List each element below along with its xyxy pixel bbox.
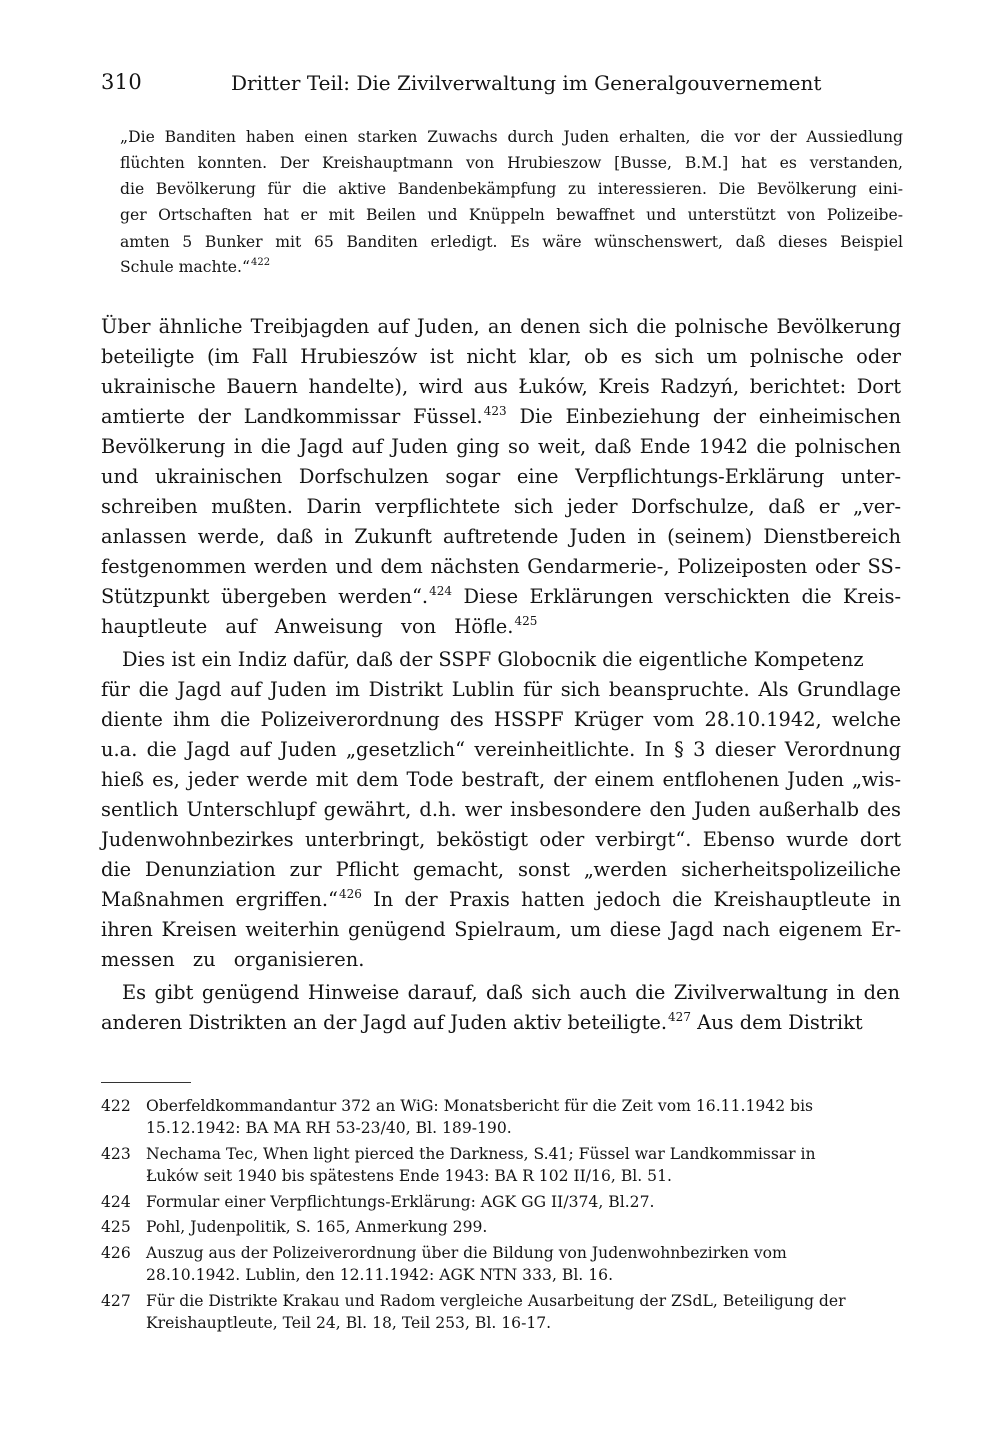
footnote-text: Kreishauptleute, Teil 24, Bl. 18, Teil 253, Bl. 16-17. [146, 1314, 552, 1332]
paragraph-line: Dies ist ein Indiz dafür, daß der SSPF Globocnik die eigentliche Kompetenz [122, 648, 864, 671]
paragraph-line: für die Jagd auf Juden im Distrikt Lublin für sich beanspruchte. Als Grundlage [101, 678, 901, 701]
paragraph-line: ukrainische Bauern handelte), wird aus Łuków, Kreis Radzyń, berichtet: Dort [101, 375, 901, 398]
footnote-text: Auszug aus der Polizeiverordnung über die Bildung von Judenwohnbezirken vom [146, 1244, 787, 1262]
footnote-number: 426 [101, 1244, 131, 1262]
paragraph-line: anderen Distrikten an der Jagd auf Juden aktiv beteiligte.$^{427}$ Aus dem Distrikt [101, 1010, 863, 1034]
paragraph-line: Maßnahmen ergriffen.“$^{426}$ In der Praxis hatten jedoch die Kreishauptleute in [101, 887, 901, 911]
quote-line: die Bevölkerung für die aktive Bandenbekämpfung zu interessieren. Die Bevölkerung eini- [120, 180, 903, 198]
paragraph-line: ihren Kreisen weiterhin genügend Spielraum, um diese Jagd nach eigenem Er- [101, 918, 901, 941]
footnote-text: Für die Distrikte Krakau und Radom vergleiche Ausarbeitung der ZSdL, Beteiligung der [146, 1292, 846, 1310]
footnote-number: 425 [101, 1218, 131, 1236]
paragraph-line: hauptleute auf Anweisung von Höfle.$^{425}$ [101, 614, 538, 638]
footnote-text: 15.12.1942: BA MA RH 53-23/40, Bl. 189-190. [146, 1119, 512, 1137]
footnote-separator [101, 1082, 191, 1083]
footnote-number: 423 [101, 1145, 131, 1163]
paragraph-line: schreiben mußten. Darin verpflichtete sich jeder Dorfschulze, daß er „ver- [101, 495, 901, 518]
footnote-reference[interactable]: 424 [429, 584, 452, 598]
paragraph-line: sentlich Unterschlupf gewährt, d.h. wer insbesondere den Juden außerhalb des [101, 798, 901, 821]
quote-line: ger Ortschaften hat er mit Beilen und Knüppeln bewaffnet und unterstützt von Polizeibe- [120, 206, 903, 224]
footnote-text: 28.10.1942. Lublin, den 12.11.1942: AGK NTN 333, Bl. 16. [146, 1266, 614, 1284]
footnote-reference[interactable]: 427 [668, 1010, 691, 1024]
paragraph-line: Judenwohnbezirkes unterbringt, beköstigt oder verbirgt“. Ebenso wurde dort [101, 828, 901, 851]
paragraph-line: messen zu organisieren. [101, 948, 365, 971]
paragraph-line: Es gibt genügend Hinweise darauf, daß sich auch die Zivilverwaltung in den [122, 981, 900, 1004]
footnote-text: Pohl, Judenpolitik, S. 165, Anmerkung 299. [146, 1218, 488, 1236]
paragraph-line: diente ihm die Polizeiverordnung des HSSPF Krüger vom 28.10.1942, welche [101, 708, 901, 731]
footnote-reference[interactable]: 423 [483, 404, 507, 418]
paragraph-line: die Denunziation zur Pflicht gemacht, sonst „werden sicherheitspolizeiliche [101, 858, 901, 881]
paragraph-line: festgenommen werden und dem nächsten Gendarmerie-, Polizeiposten oder SS- [101, 555, 902, 578]
paragraph-line: Bevölkerung in die Jagd auf Juden ging so weit, daß Ende 1942 die polnischen [101, 435, 901, 458]
paragraph-line: amtierte der Landkommissar Füssel.$^{423}$ Die Einbeziehung der einheimischen [101, 404, 901, 428]
paragraph-line: u.a. die Jagd auf Juden „gesetzlich“ vereinheitlichte. In § 3 dieser Verordnung [101, 738, 901, 761]
footnote-number: 424 [101, 1193, 131, 1211]
quote-line: flüchten konnten. Der Kreishauptmann von Hrubieszow [Busse, B.M.] hat es verstanden, [120, 154, 903, 172]
paragraph-line: anlassen werde, daß in Zukunft auftretende Juden in (seinem) Dienstbereich [101, 525, 901, 548]
page-number: 310 [101, 70, 142, 94]
running-head: Dritter Teil: Die Zivilverwaltung im Generalgouvernement [231, 71, 822, 95]
footnote-text: Łuków seit 1940 bis spätestens Ende 1943: BA R 102 II/16, Bl. 51. [146, 1167, 672, 1185]
footnote-reference[interactable]: 425 [514, 614, 538, 628]
page-header [101, 70, 911, 104]
paragraph-line: hieß es, jeder werde mit dem Tode bestraft, der einem entflohenen Juden „wis- [101, 768, 901, 791]
footnote-text: Nechama Tec, When light pierced the Darkness, S.41; Füssel war Landkommissar in [146, 1145, 816, 1163]
footnote-reference[interactable]: 422 [250, 257, 271, 268]
paragraph-line: und ukrainischen Dorfschulzen sogar eine Verpflichtungs-Erklärung unter- [101, 465, 901, 488]
quote-line: Schule machte.“$^{422}$ [120, 257, 271, 276]
quote-line: „Die Banditen haben einen starken Zuwachs durch Juden erhalten, die vor der Aussiedlung [120, 128, 903, 146]
footnote-number: 427 [101, 1292, 131, 1310]
paragraph-line: Stützpunkt übergeben werden“.$^{424}$ Diese Erklärungen verschickten die Kreis- [101, 584, 901, 608]
footnote-reference[interactable]: 426 [338, 887, 362, 901]
footnote-text: Oberfeldkommandantur 372 an WiG: Monatsbericht für die Zeit vom 16.11.1942 bis [146, 1097, 814, 1115]
footnote-text: Formular einer Verpflichtungs-Erklärung: AGK GG II/374, Bl.27. [146, 1193, 655, 1211]
paragraph-line: beteiligte (im Fall Hrubieszów ist nicht klar, ob es sich um polnische oder [101, 345, 901, 368]
paragraph-line: Über ähnliche Treibjagden auf Juden, an denen sich die polnische Bevölkerung [101, 315, 901, 338]
footnote-number: 422 [101, 1097, 131, 1115]
quote-line: amten 5 Bunker mit 65 Banditen erledigt. Es wäre wünschenswert, daß dieses Beispiel [120, 233, 903, 251]
